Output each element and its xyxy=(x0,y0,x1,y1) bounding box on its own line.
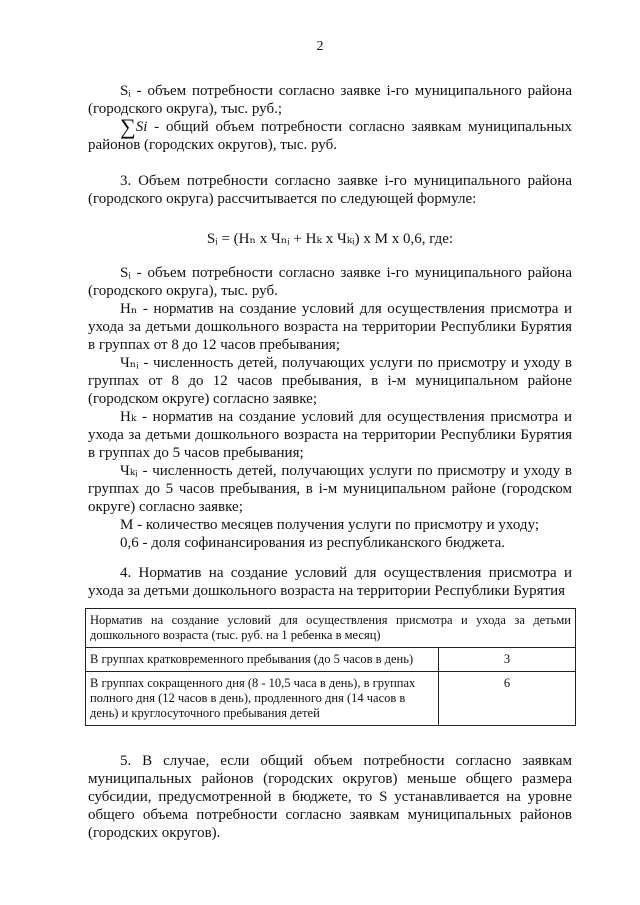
definition-m: М - количество месяцев получения услуги по присмотру и уходу; xyxy=(120,517,540,533)
table-header-row xyxy=(86,609,576,648)
norm-table xyxy=(85,608,576,726)
sum-variable: Si xyxy=(135,119,148,135)
formula: Sᵢ = (Нₙ х Чₙᵢ + Нₖ х Чₖᵢ) х М х 0,6, где: xyxy=(206,231,454,247)
definition-si: Sᵢ - объем потребности согласно заявке i-го муниципального района (городского округа), тыс. руб. xyxy=(88,265,572,299)
sum-symbol: ∑ xyxy=(120,114,136,139)
table-row-value: 3 xyxy=(439,648,576,672)
section-5-text: 5. В случае, если общий объем потребности согласно заявкам муниципальных районов (городских округов) меньше общего размера субсидии, предусмотренной в бюджете, то S устанавливается на уровне общего объема потребности согласно заявкам муниципальных районов (городских округов). xyxy=(88,753,572,841)
sum-definition xyxy=(88,114,572,154)
section-4-intro: 4. Норматив на создание условий для осуществления присмотра и ухода за детьми дошкольного возраста на территории Республики Бурятия xyxy=(88,565,572,599)
table-row-label: В группах кратковременного пребывания (до 5 часов в день) xyxy=(86,648,439,672)
sum-definition-text: - общий объем потребности согласно заявкам муниципальных районов (городских округов), тыс. руб. xyxy=(88,119,572,153)
definition-chni: Чₙᵢ - численность детей, получающих услуги по присмотру и уходу в группах от 8 до 12 часов пребывания, в i-м муниципальном районе (городском округе) согласно заявке; xyxy=(88,355,572,407)
table-row-label: В группах сокращенного дня (8 - 10,5 часа в день), в группах полного дня (12 часов в день), продленного дня (14 часов в день) и круглосуточного пребывания детей xyxy=(86,672,439,726)
definition-share: 0,6 - доля софинансирования из республиканского бюджета. xyxy=(120,535,505,551)
si-definition: Sᵢ - объем потребности согласно заявке i-го муниципального района (городского округа), тыс. руб.; xyxy=(88,83,572,117)
definition-nk: Нₖ - норматив на создание условий для осуществления присмотра и ухода за детьми дошкольного возраста на территории Республики Бурятия в группах до 5 часов пребывания; xyxy=(88,409,572,461)
definition-nn: Нₙ - норматив на создание условий для осуществления присмотра и ухода за детьми дошкольного возраста на территории Республики Бурятия в группах от 8 до 12 часов пребывания; xyxy=(88,301,572,353)
table-row xyxy=(86,672,576,726)
definition-chki: Чₖᵢ - численность детей, получающих услуги по присмотру и уходу в группах до 5 часов пребывания, в i-м муниципальном районе (городском округе) согласно заявке; xyxy=(88,463,572,515)
page-number: 2 xyxy=(316,39,324,54)
table-row xyxy=(86,648,576,672)
table-row-value: 6 xyxy=(439,672,576,726)
section-3-intro: 3. Объем потребности согласно заявке i-го муниципального района (городского округа) рассчитывается по следующей формуле: xyxy=(88,173,572,207)
table-header-cell: Норматив на создание условий для осуществления присмотра и ухода за детьми дошкольного возраста (тыс. руб. на 1 ребенка в месяц) xyxy=(86,609,576,648)
